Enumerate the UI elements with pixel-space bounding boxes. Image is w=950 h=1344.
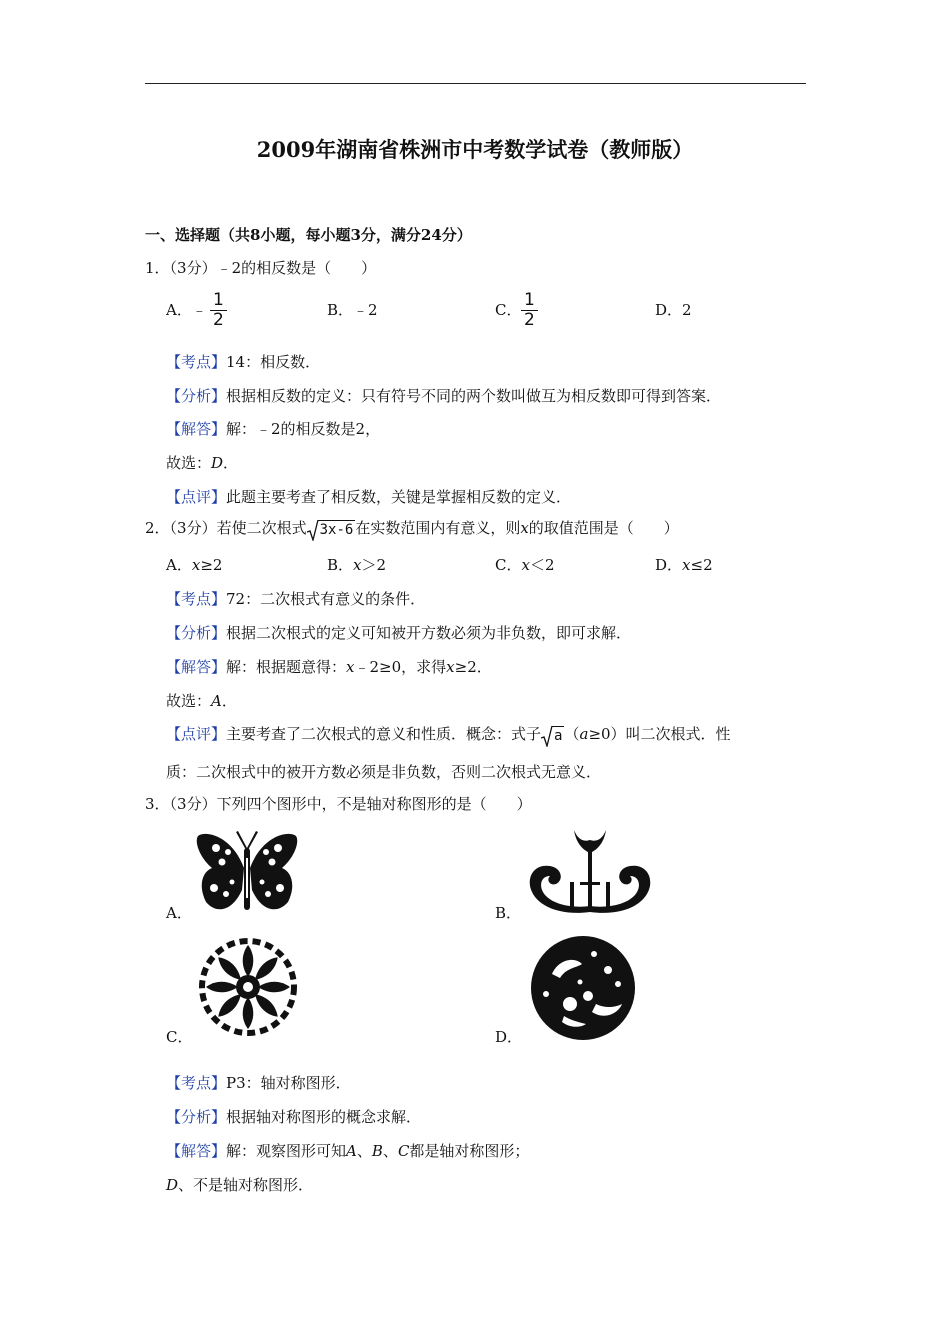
- q1-option-d: D．2: [655, 301, 692, 319]
- q2-answer: 故选：A．: [166, 692, 237, 710]
- q3-stem: 3．（3分）下列四个图形中，不是轴对称图形的是（ ）: [145, 795, 532, 813]
- q2-option-d: D．x≤2: [655, 556, 713, 574]
- q2-option-b: B．x＞2: [327, 556, 387, 574]
- fraction-numerator: 1: [524, 290, 535, 310]
- q1-option-a-label: A．: [166, 301, 192, 319]
- q2-fenxi: 【分析】根据二次根式的定义可知被开方数必须为非负数，即可求解．: [166, 624, 632, 642]
- q1-stem: 1．（3分）﹣2的相反数是（ ）: [145, 259, 377, 277]
- header-rule: [145, 83, 806, 84]
- q2-dianping-radical: a: [541, 726, 564, 744]
- q1-option-b: B．﹣2: [327, 301, 378, 319]
- q3-fenxi: 【分析】根据轴对称图形的概念求解．: [166, 1108, 422, 1126]
- q1-option-c: [495, 300, 521, 320]
- section-heading: 一、选择题（共8小题，每小题3分，满分24分）: [145, 226, 472, 244]
- q1-answer: 故选：D．: [166, 454, 239, 472]
- q2-dianping: 【点评】主要考查了二次根式的意义和性质．概念：式子 a （a≥0）叫二次根式．性: [166, 725, 731, 744]
- jieda-tag: 【解答】: [166, 420, 227, 438]
- q1-option-a: [166, 300, 207, 320]
- q3-jieda-line2: D、不是轴对称图形．: [166, 1176, 314, 1194]
- q2-radical: 3x-6: [307, 520, 356, 538]
- q1-option-c-label: C．: [495, 301, 522, 319]
- fraction-numerator: 1: [213, 290, 224, 310]
- q1-kaodian: 【考点】14：相反数．: [166, 353, 321, 371]
- q1-option-a-fraction: [210, 292, 227, 329]
- kaodian-tag: 【考点】: [166, 1074, 227, 1092]
- dianping-tag: 【点评】: [166, 725, 227, 743]
- q2-stem: 2．（3分）若使二次根式 3x-6 在实数范围内有意义，则x的取值范围是（ ）: [145, 519, 679, 538]
- q2-kaodian: 【考点】72：二次根式有意义的条件．: [166, 590, 426, 608]
- q2-option-c: C．x＜2: [495, 556, 555, 574]
- fenxi-tag: 【分析】: [166, 1108, 227, 1126]
- q3-option-a-label: A．: [166, 904, 192, 922]
- butterfly-figure: [192, 828, 302, 918]
- page-title: 2009年湖南省株洲市中考数学试卷（教师版）: [256, 137, 694, 162]
- q3-option-b-label: B．: [495, 904, 522, 922]
- q2-option-a: A．x≥2: [166, 556, 223, 574]
- fraction-denominator: 2: [213, 310, 224, 330]
- q3-option-c-label: C．: [166, 1028, 193, 1046]
- kaodian-tag: 【考点】: [166, 590, 227, 608]
- fraction-denominator: 2: [524, 310, 535, 330]
- q2-dianping-line2: 质：二次根式中的被开方数必须是非负数，否则二次根式无意义．: [166, 763, 602, 781]
- q3-kaodian: 【考点】P3：轴对称图形．: [166, 1074, 351, 1092]
- jieda-tag: 【解答】: [166, 658, 227, 676]
- q3-option-d-label: D．: [495, 1028, 523, 1046]
- ornament-figure: [520, 826, 660, 916]
- fenxi-tag: 【分析】: [166, 387, 227, 405]
- q1-option-c-fraction: [521, 292, 538, 329]
- q2-jieda: 【解答】解：根据题意得：x﹣2≥0，求得x≥2．: [166, 658, 492, 676]
- circular-pattern-figure: [522, 934, 644, 1042]
- q1-dianping: 【点评】此题主要考查了相反数，关键是掌握相反数的定义．: [166, 488, 572, 506]
- jieda-tag: 【解答】: [166, 1142, 227, 1160]
- fenxi-tag: 【分析】: [166, 624, 227, 642]
- q1-jieda: 【解答】解：﹣2的相反数是2，: [166, 420, 381, 438]
- snowflake-figure: [194, 938, 302, 1036]
- kaodian-tag: 【考点】: [166, 353, 227, 371]
- q1-option-a-sign: ﹣: [191, 301, 207, 319]
- dianping-tag: 【点评】: [166, 488, 227, 506]
- q3-jieda: 【解答】解：观察图形可知A、B、C都是轴对称图形；: [166, 1142, 530, 1160]
- q1-fenxi: 【分析】根据相反数的定义：只有符号不同的两个数叫做互为相反数即可得到答案．: [166, 387, 722, 405]
